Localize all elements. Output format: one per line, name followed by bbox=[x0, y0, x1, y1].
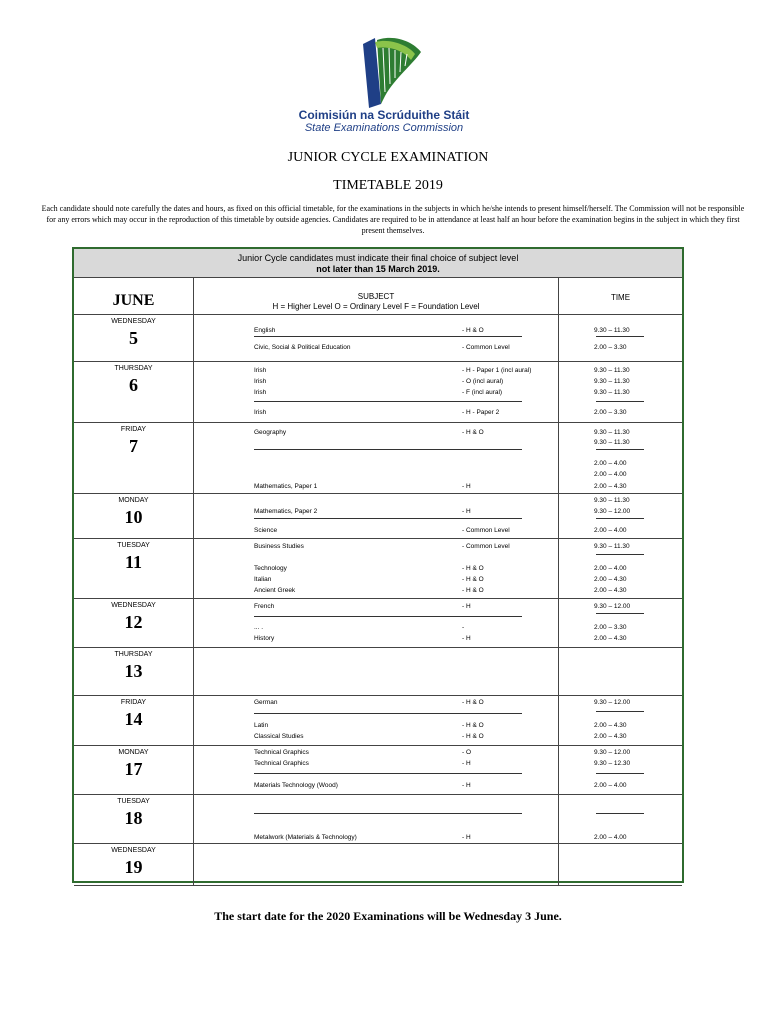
day-number: 19 bbox=[124, 857, 143, 877]
day-divider bbox=[74, 598, 682, 599]
time-separator bbox=[596, 813, 644, 814]
day-divider bbox=[74, 538, 682, 539]
day-number: 7 bbox=[129, 436, 138, 456]
time-separator bbox=[596, 401, 644, 402]
harp-logo bbox=[355, 34, 445, 114]
day-of-week: MONDAY bbox=[118, 749, 149, 756]
notice-text: Each candidate should note carefully the dates and hours, as fixed on this official timetable, for the examinations in the subjects in which he/she intends to present himself/herself. The Commission will not be responsible for any errors which may occur in the reproduction of this timetable by outside agencies. Candidates are required to be in attendance at least half an hour before the examination begins in the subject in which they first present themselves. bbox=[41, 204, 745, 235]
subject-name: Italian bbox=[254, 576, 272, 583]
subject-name: Irish bbox=[254, 367, 267, 374]
session-separator bbox=[254, 518, 522, 519]
day-number: 14 bbox=[124, 709, 143, 729]
subject-level: - F (incl aural) bbox=[462, 389, 503, 396]
exam-time: 9.30 – 11.30 bbox=[594, 497, 630, 504]
exam-time: 2.00 – 4.30 bbox=[594, 587, 627, 594]
page-title: JUNIOR CYCLE EXAMINATION bbox=[287, 150, 489, 165]
time-separator bbox=[596, 554, 644, 555]
day-of-week: TUESDAY bbox=[117, 798, 150, 805]
subject-name: Irish bbox=[254, 409, 267, 416]
subject-level: - H & O bbox=[462, 576, 484, 583]
day-of-week: WEDNESDAY bbox=[111, 847, 156, 854]
exam-time: 9.30 – 12.00 bbox=[594, 749, 631, 756]
subject-level: - bbox=[462, 624, 465, 631]
session-separator bbox=[254, 616, 522, 617]
subject-level: - Common Level bbox=[462, 527, 510, 534]
subject-level: - H bbox=[462, 603, 471, 610]
subject-level: - H bbox=[462, 782, 471, 789]
subject-level: - Common Level bbox=[462, 344, 510, 351]
day-divider bbox=[74, 745, 682, 746]
exam-time: 9.30 – 11.30 bbox=[594, 367, 630, 374]
exam-time: 2.00 – 4.00 bbox=[594, 782, 627, 789]
exam-time: 9.30 – 12.30 bbox=[594, 760, 631, 767]
subject-name: Business Studies bbox=[254, 543, 304, 550]
day-number: 10 bbox=[124, 507, 143, 527]
subject-level: - H & O bbox=[462, 429, 484, 436]
exam-time: 9.30 – 11.30 bbox=[594, 543, 630, 550]
session-separator bbox=[254, 773, 522, 774]
exam-time: 2.00 – 3.30 bbox=[594, 344, 627, 351]
header-divider bbox=[74, 314, 682, 315]
day-divider bbox=[74, 361, 682, 362]
exam-time: 2.00 – 3.30 bbox=[594, 624, 627, 631]
subject-name: German bbox=[254, 699, 278, 706]
time-separator bbox=[596, 518, 644, 519]
subject-level: - Common Level bbox=[462, 543, 510, 550]
level-choice-banner bbox=[74, 249, 682, 278]
day-of-week: THURSDAY bbox=[114, 365, 153, 372]
day-of-week: TUESDAY bbox=[117, 542, 150, 549]
exam-time: 2.00 – 4.30 bbox=[594, 483, 627, 490]
exam-time: 2.00 – 4.30 bbox=[594, 722, 627, 729]
subject-name: Technology bbox=[254, 565, 287, 572]
day-number: 6 bbox=[129, 375, 138, 395]
subject-level: - H & O bbox=[462, 565, 484, 572]
day-divider bbox=[74, 843, 682, 844]
exam-time: 2.00 – 4.00 bbox=[594, 565, 627, 572]
day-of-week: FRIDAY bbox=[120, 426, 147, 433]
subject-name: Civic, Social & Political Education bbox=[254, 344, 351, 351]
day-divider bbox=[74, 885, 682, 886]
exam-time: 2.00 – 4.30 bbox=[594, 733, 627, 740]
month-label: JUNE bbox=[112, 292, 155, 309]
day-of-week: WEDNESDAY bbox=[111, 318, 156, 325]
day-number: 5 bbox=[129, 328, 138, 348]
day-of-week: WEDNESDAY bbox=[111, 602, 156, 609]
day-number: 11 bbox=[124, 552, 142, 572]
footer-note: The start date for the 2020 Examinations will be Wednesday 3 June. bbox=[214, 909, 562, 923]
exam-time: 9.30 – 11.30 bbox=[594, 429, 630, 436]
subject-level: - H bbox=[462, 834, 471, 841]
subject-header bbox=[194, 292, 558, 312]
subject-level: - H bbox=[462, 508, 471, 515]
day-number: 18 bbox=[124, 808, 143, 828]
subject-level: - H & O bbox=[462, 327, 484, 334]
subject-level: - H bbox=[462, 483, 471, 490]
org-name-english: State Examinations Commission bbox=[304, 122, 464, 134]
exam-time: 9.30 – 12.00 bbox=[594, 603, 631, 610]
subject-name: Irish bbox=[254, 389, 267, 396]
subject-level: - H bbox=[462, 635, 471, 642]
banner-line-2: not later than 15 March 2019. bbox=[316, 264, 440, 274]
session-separator bbox=[254, 336, 522, 337]
exam-time: 9.30 – 12.00 bbox=[594, 699, 631, 706]
org-name-irish: Coimisiún na Scrúduithe Stáit bbox=[298, 108, 470, 122]
exam-time: 2.00 – 4.00 bbox=[594, 471, 627, 478]
session-separator bbox=[254, 713, 522, 714]
subject-level: - H - Paper 1 (incl aural) bbox=[462, 367, 532, 374]
day-divider bbox=[74, 422, 682, 423]
subject-name: Materials Technology (Wood) bbox=[254, 782, 338, 789]
day-divider bbox=[74, 647, 682, 648]
exam-time: 2.00 – 4.00 bbox=[594, 527, 627, 534]
subject-name: Ancient Greek bbox=[254, 587, 296, 594]
exam-time: 2.00 – 4.00 bbox=[594, 834, 627, 841]
subject-name: History bbox=[254, 635, 275, 642]
subject-name: Science bbox=[254, 527, 278, 534]
subject-level: - O bbox=[462, 749, 472, 756]
day-of-week: FRIDAY bbox=[120, 699, 147, 706]
exam-time: 9.30 – 12.00 bbox=[594, 508, 631, 515]
day-number: 13 bbox=[124, 661, 143, 681]
subject-name: Geography bbox=[254, 429, 287, 436]
subject-name: Metalwork (Materials & Technology) bbox=[254, 834, 357, 841]
exam-time: 9.30 – 11.30 bbox=[594, 389, 630, 396]
subject-name: Latin bbox=[254, 722, 269, 729]
subject-name: English bbox=[254, 327, 276, 334]
day-number: 17 bbox=[124, 759, 143, 779]
day-number: 12 bbox=[124, 612, 143, 632]
day-of-week: THURSDAY bbox=[114, 651, 153, 658]
banner-line-1: Junior Cycle candidates must indicate their final choice of subject level bbox=[237, 253, 519, 263]
time-separator bbox=[596, 773, 644, 774]
subject-level: - H & O bbox=[462, 722, 484, 729]
levels-legend: H = Higher Level O = Ordinary Level F = Foundation Level bbox=[272, 302, 480, 311]
subject-level: - H - Paper 2 bbox=[462, 409, 500, 416]
subject-name: Technical Graphics bbox=[254, 760, 309, 767]
time-separator bbox=[596, 336, 644, 337]
exam-time: 9.30 – 11.30 bbox=[594, 378, 630, 385]
subject-name: Irish bbox=[254, 378, 267, 385]
exam-time: 9.30 – 11.30 bbox=[594, 327, 630, 334]
exam-time: 9.30 – 11.30 bbox=[594, 439, 630, 446]
subject-header-label: SUBJECT bbox=[357, 292, 395, 301]
exam-time: 2.00 – 4.30 bbox=[594, 635, 627, 642]
day-divider bbox=[74, 794, 682, 795]
time-separator bbox=[596, 449, 644, 450]
session-separator bbox=[254, 813, 522, 814]
day-of-week: MONDAY bbox=[118, 497, 149, 504]
subject-name: Mathematics, Paper 2 bbox=[254, 508, 318, 515]
subject-level: - H bbox=[462, 760, 471, 767]
session-separator bbox=[254, 401, 522, 402]
day-divider bbox=[74, 493, 682, 494]
subject-name: Classical Studies bbox=[254, 733, 304, 740]
time-separator bbox=[596, 613, 644, 614]
timetable bbox=[72, 247, 684, 883]
exam-time: 2.00 – 4.30 bbox=[594, 576, 627, 583]
subject-level: - H & O bbox=[462, 699, 484, 706]
subject-name: French bbox=[254, 603, 275, 610]
subject-level: - H & O bbox=[462, 733, 484, 740]
subject-name: Technical Graphics bbox=[254, 749, 309, 756]
exam-time: 2.00 – 4.00 bbox=[594, 460, 627, 467]
subject-level: - H & O bbox=[462, 587, 484, 594]
time-header: TIME bbox=[610, 293, 631, 302]
exam-time: 2.00 – 3.30 bbox=[594, 409, 627, 416]
subject-name: Mathematics, Paper 1 bbox=[254, 483, 318, 490]
subject-level: - O (incl aural) bbox=[462, 378, 504, 385]
day-divider bbox=[74, 695, 682, 696]
page-subtitle: TIMETABLE 2019 bbox=[333, 178, 443, 193]
subject-name: ... . bbox=[254, 624, 264, 631]
time-separator bbox=[596, 711, 644, 712]
session-separator bbox=[254, 449, 522, 450]
